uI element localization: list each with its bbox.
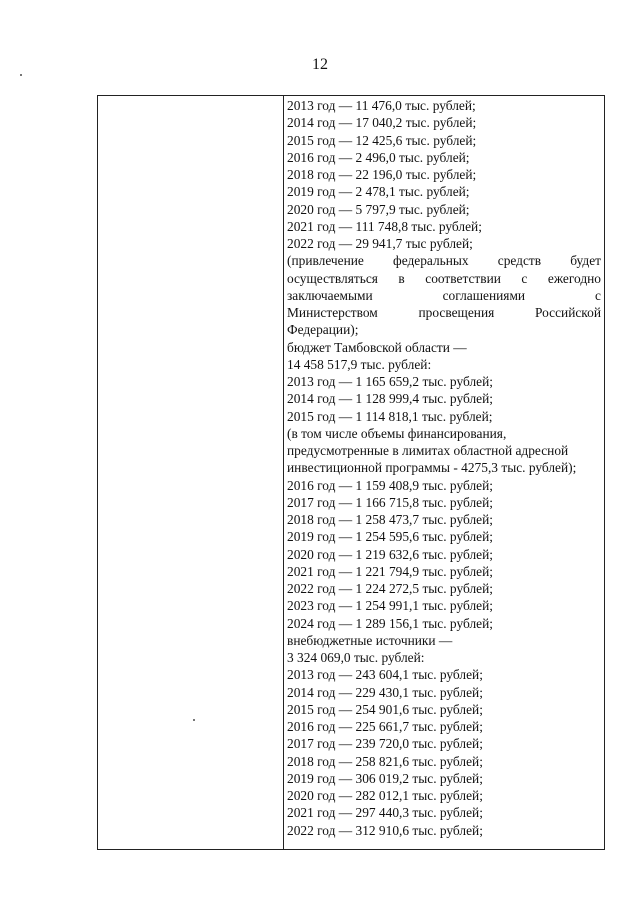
text-line: 2013 год — 1 165 659,2 тыс. рублей;: [287, 374, 493, 389]
text-line: бюджет Тамбовской области —: [287, 339, 467, 355]
text-line: 2016 год — 225 661,7 тыс. рублей;: [287, 719, 483, 734]
text-line: Министерством просвещения Российской: [287, 305, 601, 320]
text-line: Федерации);: [287, 322, 359, 338]
text-line: 2016 год — 2 496,0 тыс. рублей;: [287, 149, 470, 165]
text-line: 2020 год — 282 012,1 тыс. рублей;: [287, 788, 483, 803]
text-line: (в том числе объемы финансирования,: [287, 425, 507, 441]
text-line: осуществляться в соответствии с ежегодно: [287, 270, 601, 286]
text-line: 2018 год — 1 258 473,7 тыс. рублей;: [287, 512, 493, 527]
text-line: 2020 год — 1 219 632,6 тыс. рублей;: [287, 546, 493, 562]
text-line: 2022 год — 312 910,6 тыс. рублей;: [287, 822, 483, 838]
text-line: 2017 год — 1 166 715,8 тыс. рублей;: [287, 494, 493, 510]
table-left-cell: [98, 96, 283, 849]
page-number: 12: [312, 56, 328, 73]
text-line: 2015 год — 254 901,6 тыс. рублей;: [287, 701, 483, 717]
text-line: 2019 год — 2 478,1 тыс. рублей;: [287, 184, 470, 200]
text-line: внебюджетные источники —: [287, 632, 453, 648]
text-line: 14 458 517,9 тыс. рублей:: [287, 356, 432, 372]
text-line: 2018 год — 258 821,6 тыс. рублей;: [287, 753, 483, 769]
text-line: 2014 год — 17 040,2 тыс. рублей;: [287, 115, 477, 131]
text-line: 2021 год — 1 221 794,9 тыс. рублей;: [287, 563, 493, 579]
funding-details-cell: [284, 96, 604, 849]
text-line: 2022 год — 29 941,7 тыс рублей;: [287, 236, 473, 251]
text-line: 2014 год — 229 430,1 тыс. рублей;: [287, 684, 483, 700]
text-line: 2019 год — 1 254 595,6 тыс. рублей;: [287, 529, 493, 545]
text-line: 2017 год — 239 720,0 тыс. рублей;: [287, 736, 483, 752]
text-line: 2020 год — 5 797,9 тыс. рублей;: [287, 201, 470, 217]
text-line: 2015 год — 12 425,6 тыс. рублей;: [287, 132, 477, 148]
text-line: 2016 год — 1 159 408,9 тыс. рублей;: [287, 477, 493, 493]
text-line: 2015 год — 1 114 818,1 тыс. рублей;: [287, 408, 493, 424]
text-line: 2021 год — 297 440,3 тыс. рублей;: [287, 805, 483, 821]
text-line: заключаемыми соглашениями с: [287, 287, 601, 303]
text-line: 2021 год — 111 748,8 тыс. рублей;: [287, 218, 482, 234]
scan-speck: [20, 74, 22, 76]
text-line: инвестиционной программы - 4275,3 тыс. рублей);: [287, 460, 577, 476]
text-line: предусмотренные в лимитах областной адресной: [287, 443, 569, 458]
text-line: 2018 год — 22 196,0 тыс. рублей;: [287, 167, 477, 182]
text-line: 2013 год — 243 604,1 тыс. рублей;: [287, 667, 483, 683]
text-line: 3 324 069,0 тыс. рублей:: [287, 650, 425, 665]
text-line: 2019 год — 306 019,2 тыс. рублей;: [287, 770, 483, 786]
text-line: (привлечение федеральных средств будет: [287, 253, 601, 269]
text-line: 2014 год — 1 128 999,4 тыс. рублей;: [287, 391, 493, 407]
text-line: 2023 год — 1 254 991,1 тыс. рублей;: [287, 598, 493, 614]
text-line: 2013 год — 11 476,0 тыс. рублей;: [287, 98, 476, 113]
text-line: 2022 год — 1 224 272,5 тыс. рублей;: [287, 581, 493, 596]
text-line: 2024 год — 1 289 156,1 тыс. рублей;: [287, 615, 493, 631]
funding-table: [97, 95, 605, 850]
